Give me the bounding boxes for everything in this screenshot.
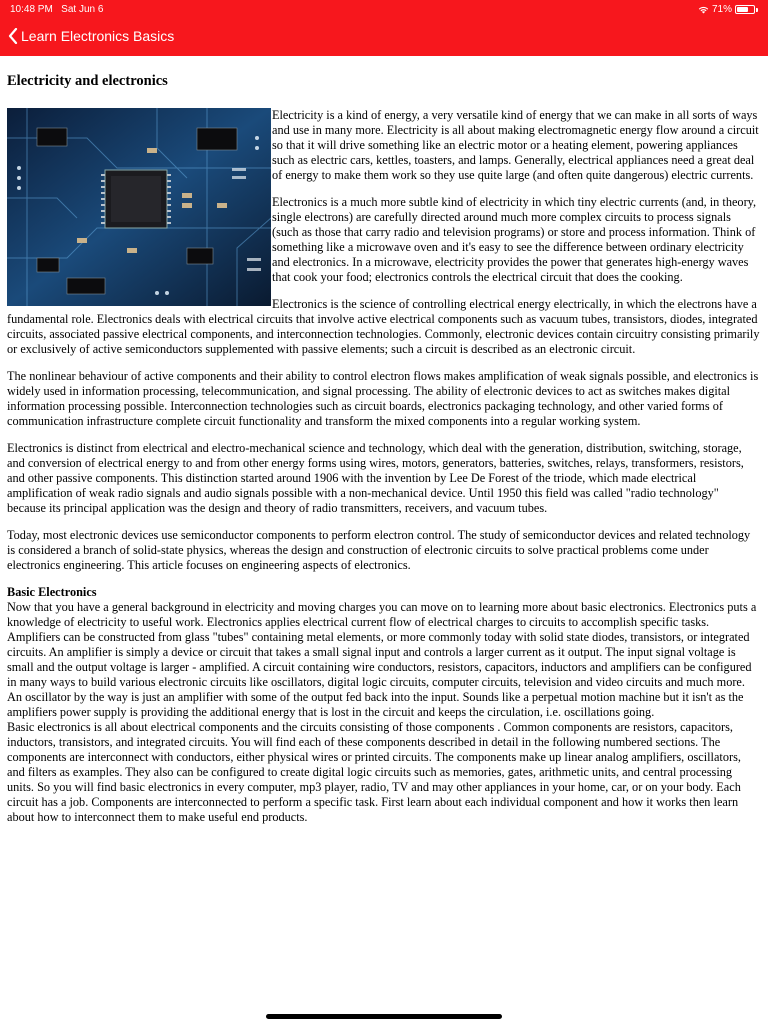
status-time: 10:48 PM	[10, 4, 53, 15]
article-paragraph: Electronics is the science of controlling electrical energy electrically, in which the electrons have a fundamental role. Electronics deals with electrical circuits that involve active electrical components such as vacuum tubes, transistors, diodes, integrated circuits, associated passive electrical components, and interconnection technologies. Commonly, electronic devices contain circuitry consisting primarily or exclusively of active semiconductors supplemented with passive elements; such a circuit is described as an electronic circuit.	[7, 297, 760, 356]
article-title: Electricity and electronics	[7, 73, 168, 89]
article-paragraph: Electronics is a much more subtle kind of electricity in which tiny electric currents (and, in theory, single electrons) are carefully directed around much more complex circuits to process signals (such as those that carry radio and television programs) or store and process information. Think of something like a microwave oven and it's easy to see the difference between ordinary electricity and electronics. In a microwave, electricity provides the power that generates high-energy waves that cook your food; electronics controls the electrical circuit that does the cooking.	[272, 195, 757, 284]
back-button-label: Learn Electronics Basics	[21, 28, 175, 44]
article-content	[7, 72, 760, 825]
battery-percent: 71%	[711, 4, 732, 15]
battery-cap	[756, 8, 758, 12]
article-paragraph: Basic electronics is all about electrical components and the circuits consisting of those components . Common components are resistors, capacitors, inductors, transistors, and integrated circuits. You will find each of these components described in detail in the following numbered sections. The components are interconnect with conductors, either physical wires or printed circuits. The components make up linear analog amplifiers, oscillators, and filters as examples. They also can be configured to create digital logic circuits such as memories, gates, arithmetic units, and central processing units. So you will find basic electronics in every computer, mp3 player, radio, TV and may other appliances in your home, car, or on your body. Each circuit has a job. Components are interconnected to perform a specific task. First learn about each individual component and how it works then learn about how to interconnect them to make useful end products.	[7, 720, 741, 824]
article-paragraph: The nonlinear behaviour of active components and their ability to control electron flows makes amplification of weak signals possible, and electronics is widely used in information processing, telecommunication, and signal processing. The ability of electronic devices to act as switches makes digital information processing possible. Interconnection technologies such as circuit boards, electronics packaging technology, and other varied forms of communication infrastructure complete circuit functionality and transform the mixed components into a regular working system.	[7, 369, 759, 428]
battery-fill	[737, 7, 748, 12]
status-date: Sat Jun 6	[61, 4, 104, 15]
chevron-left-icon	[8, 28, 18, 44]
back-button[interactable]	[8, 28, 174, 44]
navigation-bar	[0, 0, 768, 56]
article-paragraph: Electronics is distinct from electrical and electro-mechanical science and technology, which deal with the generation, distribution, switching, storage, and conversion of electrical energy to and from other energy forms using wires, motors, generators, batteries, switches, relays, transformers, resistors, and other passive components. This distinction started around 1906 with the invention by Lee De Forest of the triode, which made electrical amplification of weak radio signals and audio signals possible with a non-mechanical device. Until 1950 this field was called "radio technology" because its principal application was the design and theory of radio transmitters, receivers, and vacuum tubes.	[7, 441, 744, 515]
wifi-icon	[698, 5, 709, 14]
status-bar-right	[698, 4, 758, 15]
article-paragraph: Today, most electronic devices use semiconductor components to perform electron control. The study of semiconductor devices and related technology is considered a branch of solid-state physics, whereas the design and construction of electronic circuits to solve practical problems come under electronics engineering. This article focuses on engineering aspects of electronics.	[7, 528, 751, 572]
section-heading: Basic Electronics	[7, 585, 97, 599]
home-indicator[interactable]	[266, 1014, 502, 1019]
article-paragraph: Now that you have a general background in electricity and moving charges you can move on to learning more about basic electronics. Electronics puts a knowledge of electricity to useful work. Electronics applies electrical current flow of electrical charges to circuits to accomplish specific tasks. Amplifiers can be constructed from glass "tubes" containing metal elements, or more commonly today with solid state diodes, transistors, or integrated circuits. An amplifier is simply a device or circuit that takes a small signal input and controls a larger current as it output. The input signal voltage is small and the output voltage is larger - amplified. A circuit containing wire conductors, resistors, capacitors, inductors and amplifiers can be configured in many ways to build various electronic circuits like oscillators, digital logic circuits, computer circuits, television and video circuits and much more. An oscillator by the way is just an amplifier with some of the output fed back into the input. Sounds like a perpetual motion machine but it isn't as the amplifiers power supply is providing the additional energy that is lost in the circuit and keeps the circulation, i.e. oscillations going.	[7, 600, 757, 719]
article-paragraph: Electricity is a kind of energy, a very versatile kind of energy that we can make in all sorts of ways and use in many more. Electricity is all about making electromagnetic energy flow around a circuit so that it will drive something like an electric motor or a heating element, powering appliances such as electric cars, kettles, toasters, and lamps. Generally, electrical appliances need a great deal of energy to make them work so they use quite large (and often quite dangerous) electric currents.	[272, 108, 759, 182]
status-bar-time	[10, 4, 103, 15]
battery-icon	[735, 5, 755, 14]
circuit-board-photo	[7, 108, 271, 306]
